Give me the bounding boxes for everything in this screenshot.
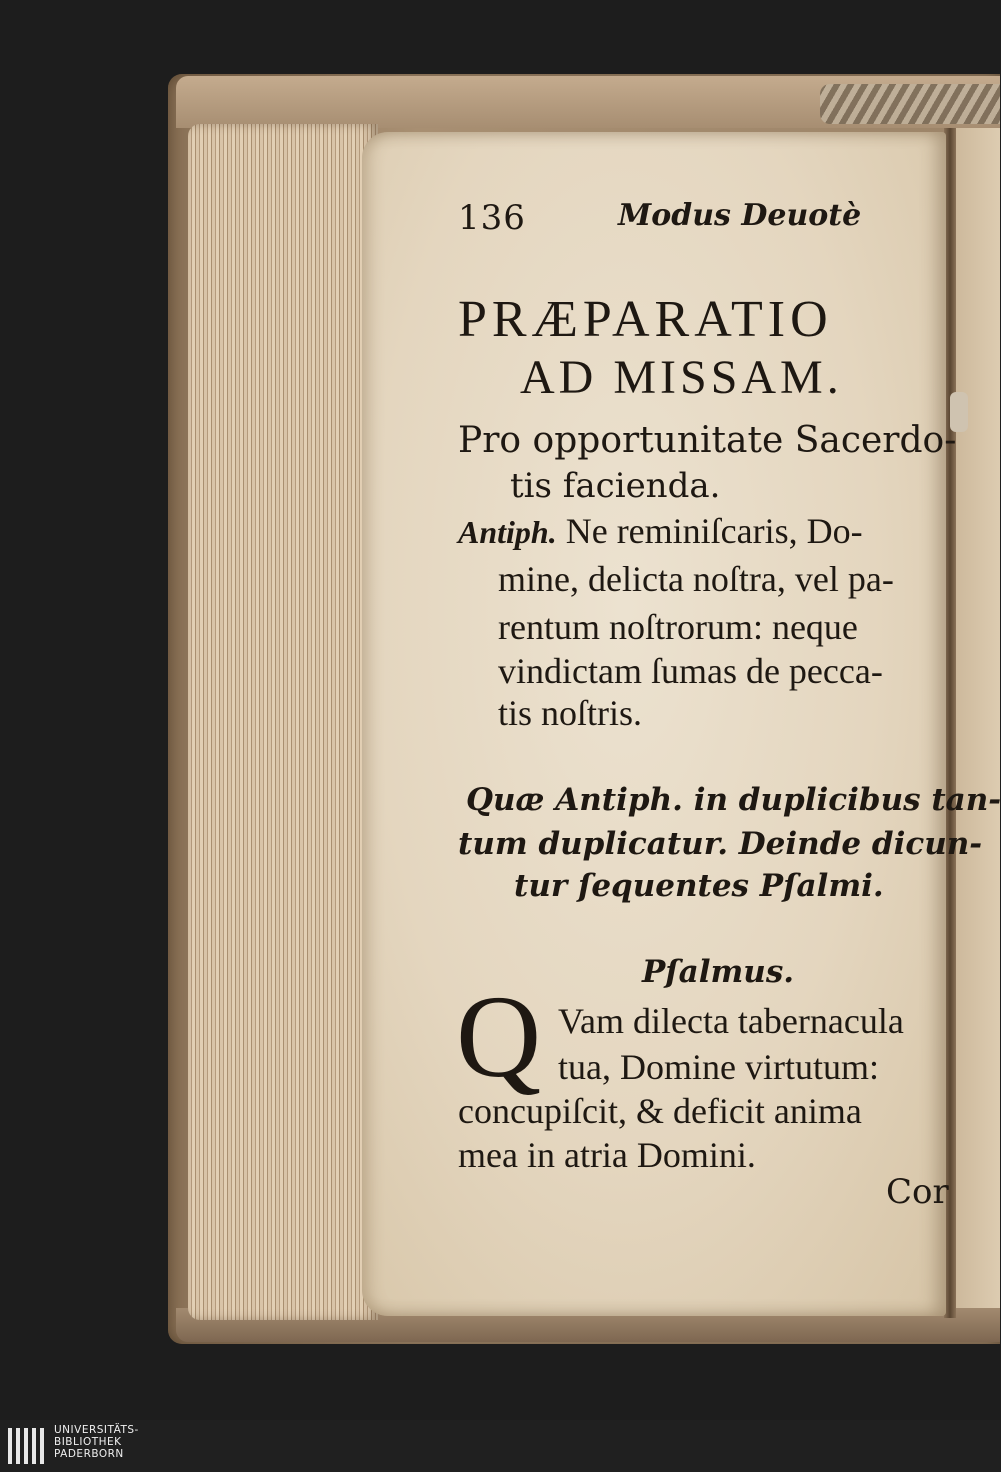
antiphon-text: Ne reminiſcaris, Do- <box>556 511 863 551</box>
logo-line: UNIVERSITÄTS- <box>54 1424 139 1436</box>
rubric-line: tis facienda. <box>510 466 721 506</box>
rubric-line: Pro opportunitate Sacerdo- <box>458 420 957 461</box>
psalm-line: Vam dilecta tabernacula <box>558 1001 904 1041</box>
logo-line: BIBLIOTHEK <box>54 1436 122 1448</box>
psalm-heading: Pſalmus. <box>642 954 795 990</box>
italic-rubric-line: Quæ Antiph. in duplicibus tan- <box>466 782 1001 818</box>
antiphon-label: Antiph. <box>458 514 557 550</box>
antiphon-line: vindictam ſumas de pecca- <box>498 651 883 691</box>
library-logo-text <box>54 1424 139 1460</box>
psalm-line: tua, Domine virtutum: <box>558 1047 879 1087</box>
italic-rubric-line: tum duplicatur. Deinde dicun- <box>458 826 983 862</box>
library-logo-bar <box>0 1420 1000 1472</box>
antiphon-line: mine, delicta noſtra, vel pa- <box>498 559 894 599</box>
headband <box>820 84 1000 124</box>
catchword: Cor <box>886 1172 949 1212</box>
facing-page <box>956 128 1000 1308</box>
section-title-line-2: AD MISSAM. <box>520 351 843 404</box>
page-number: 136 <box>458 198 526 238</box>
library-logo-icon <box>8 1428 48 1464</box>
psalm-line: concupiſcit, & deficit anima <box>458 1091 862 1131</box>
antiphon-line: tis noſtris. <box>498 693 643 733</box>
antiphon-line: rentum noſtrorum: neque <box>498 607 858 647</box>
antiphon-line <box>458 510 863 552</box>
section-title-line-1: PRÆPARATIO <box>458 291 833 348</box>
drop-cap: Q <box>456 971 542 1102</box>
logo-line: PADERBORN <box>54 1448 124 1460</box>
page-fore-edges <box>188 124 378 1320</box>
running-title: Modus Deuotè <box>618 198 862 233</box>
printed-page <box>362 132 1001 1316</box>
psalm-line: mea in atria Domini. <box>458 1135 756 1175</box>
italic-rubric-line: tur ſequentes Pſalmi. <box>514 868 884 904</box>
